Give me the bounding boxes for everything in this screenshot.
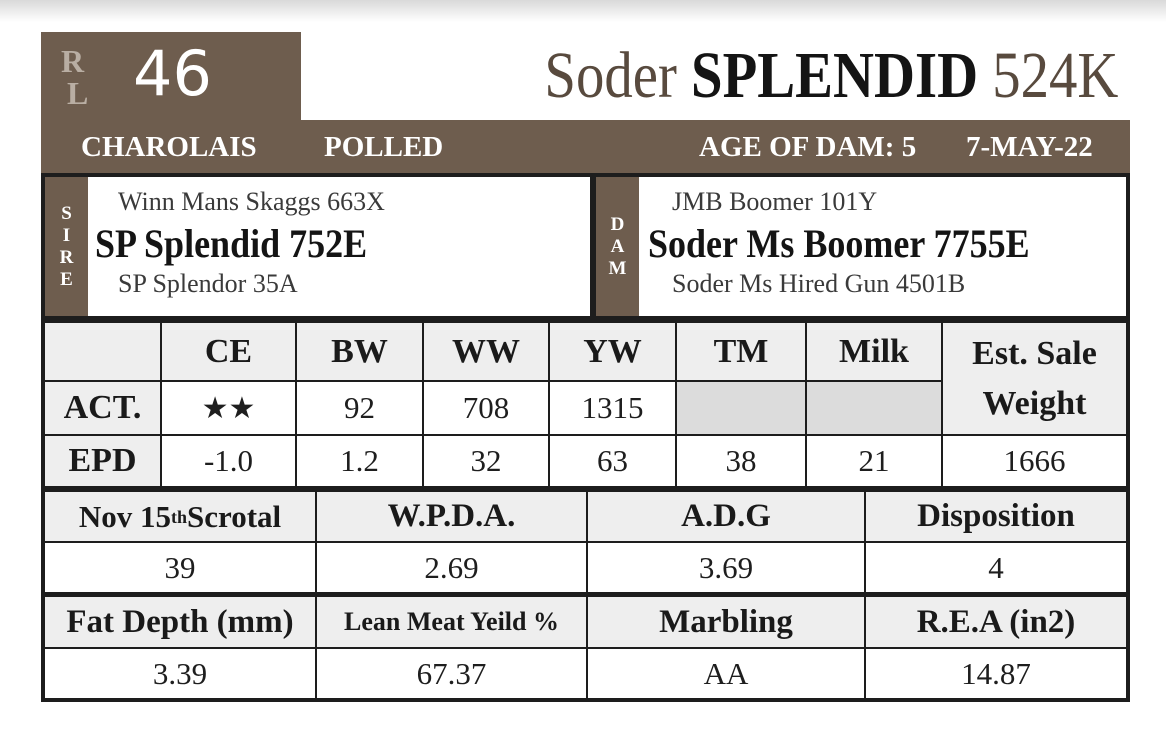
dam-label: D A M (596, 177, 639, 316)
act-yw: 1315 (550, 382, 675, 434)
birth-date: 7-MAY-22 (966, 131, 1093, 163)
act-ww: 708 (424, 382, 548, 434)
header-fat-depth: Fat Depth (mm) (45, 597, 315, 647)
epd-table (41, 320, 1130, 490)
epd-yw: 63 (550, 436, 675, 486)
header-ww: WW (424, 323, 548, 380)
polled-status: POLLED (324, 131, 444, 163)
header-est-sale-weight: Est. Sale Weight (943, 323, 1126, 434)
name-prefix: Soder (544, 39, 677, 112)
marbling-value: AA (588, 649, 864, 698)
dam-granddam: Soder Ms Hired Gun 4501B (672, 269, 966, 298)
header-milk: Milk (807, 323, 941, 380)
lot-badge (41, 32, 301, 120)
header-scrotal: Nov 15 th Scrotal (45, 492, 315, 541)
lean-meat-yield-value: 67.37 (317, 649, 586, 698)
dam-name: Soder Ms Boomer 7755E (648, 221, 1030, 266)
epd-corner-cell (45, 323, 160, 380)
adg-value: 3.69 (588, 543, 864, 592)
header-lean-meat-yield: Lean Meat Yeild % (317, 597, 586, 647)
rl-logo-icon (59, 42, 107, 106)
lot-number: 46 (133, 37, 212, 110)
wpda-value: 2.69 (317, 543, 586, 592)
fat-depth-value: 3.39 (45, 649, 315, 698)
svg-text:L: L (67, 75, 89, 106)
header-marbling: Marbling (588, 597, 864, 647)
header-wpda: W.P.D.A. (317, 492, 586, 541)
dam-section (596, 177, 1126, 316)
epd-ce: -1.0 (162, 436, 295, 486)
epd-milk: 21 (807, 436, 941, 486)
header-disposition: Disposition (866, 492, 1126, 541)
row-label-act: ACT. (45, 382, 160, 434)
sire-name: SP Splendid 752E (95, 221, 368, 266)
name-main: SPLENDID (690, 39, 978, 112)
carcass-table (41, 488, 1130, 702)
disposition-value: 4 (866, 543, 1126, 592)
animal-name (544, 36, 1118, 116)
act-milk (807, 382, 941, 434)
row-label-epd: EPD (45, 436, 160, 486)
sire-granddam: SP Splendor 35A (118, 269, 298, 298)
header-rea: R.E.A (in2) (866, 597, 1126, 647)
act-bw: 92 (297, 382, 422, 434)
scrotal-value: 39 (45, 543, 315, 592)
header-ce: CE (162, 323, 295, 380)
top-shadow (0, 0, 1166, 22)
rea-value: 14.87 (866, 649, 1126, 698)
pedigree (41, 173, 1130, 320)
sire-label: S I R E (45, 177, 88, 316)
name-suffix: 524K (991, 39, 1118, 112)
header-yw: YW (550, 323, 675, 380)
age-of-dam: AGE OF DAM: 5 (699, 131, 917, 163)
svg-text:R: R (61, 43, 85, 79)
header-adg: A.D.G (588, 492, 864, 541)
epd-tm: 38 (677, 436, 805, 486)
epd-bw: 1.2 (297, 436, 422, 486)
header-tm: TM (677, 323, 805, 380)
act-tm (677, 382, 805, 434)
dam-grandsire: JMB Boomer 101Y (672, 187, 878, 216)
est-sale-weight-value: 1666 (943, 436, 1126, 486)
breed: CHAROLAIS (81, 131, 257, 163)
epd-ww: 32 (424, 436, 548, 486)
header-bw: BW (297, 323, 422, 380)
sire-section (45, 177, 590, 316)
act-ce-stars: ★★ (162, 382, 295, 434)
sire-grandsire: Winn Mans Skaggs 663X (118, 187, 385, 216)
info-bar (41, 120, 1130, 173)
